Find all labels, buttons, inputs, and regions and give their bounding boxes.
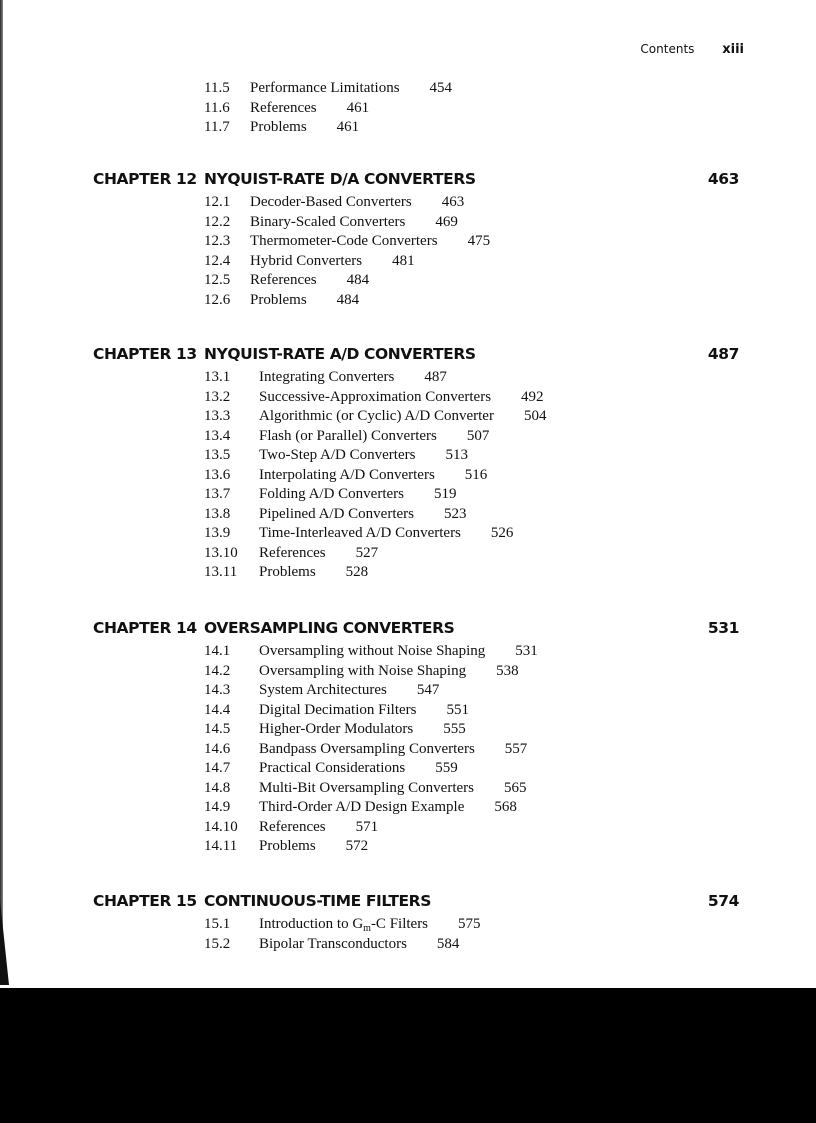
chapter-heading <box>0 892 816 916</box>
running-title: Contents <box>640 42 695 56</box>
toc-section: 13.2 Successive-Approximation Converters 492 <box>204 388 544 405</box>
toc-section: 13.1 Integrating Converters 487 <box>204 369 447 385</box>
toc-section: 12.5 References 484 <box>204 272 370 288</box>
toc-section: 12.6 Problems 484 <box>204 291 360 308</box>
chapter-page: 574 <box>707 892 739 910</box>
chapter-title: NYQUIST-RATE D/A CONVERTERS <box>204 170 476 188</box>
chapter-page: 487 <box>707 345 739 363</box>
toc-section: 14.8 Multi-Bit Oversampling Converters 565 <box>204 779 527 796</box>
toc-section: 13.5 Two-Step A/D Converters 513 <box>204 447 468 463</box>
toc-section: 13.3 Algorithmic (or Cyclic) A/D Converter 504 <box>204 408 547 424</box>
toc-section: 12.1 Decoder-Based Converters 463 <box>204 194 465 210</box>
toc-section: 14.6 Bandpass Oversampling Converters 557 <box>204 740 528 757</box>
toc-section: 14.5 Higher-Order Modulators 555 <box>204 721 466 737</box>
page-header <box>640 42 744 57</box>
toc-section: 12.2 Binary-Scaled Converters 469 <box>204 213 458 230</box>
toc-section: 13.4 Flash (or Parallel) Converters 507 <box>204 427 490 444</box>
toc-section: 14.9 Third-Order A/D Design Example 568 <box>204 799 517 815</box>
toc-section: 15.2 Bipolar Transconductors 584 <box>204 935 460 952</box>
chapter-label: CHAPTER 12 <box>93 170 197 188</box>
chapter-title: CONTINUOUS-TIME FILTERS <box>204 892 431 910</box>
chapter-heading <box>0 345 816 369</box>
page-number: xiii <box>722 42 744 57</box>
toc-section: 13.8 Pipelined A/D Converters 523 <box>204 505 467 522</box>
chapter-11-continued <box>0 80 816 139</box>
toc-section: 13.10 References 527 <box>204 544 379 561</box>
toc-section: 12.3 Thermometer-Code Converters 475 <box>204 233 491 249</box>
chapter-14 <box>0 619 816 858</box>
chapter-page: 531 <box>707 619 739 637</box>
chapter-label: CHAPTER 14 <box>93 619 197 637</box>
toc-section: 14.4 Digital Decimation Filters 551 <box>204 701 469 718</box>
chapter-13 <box>0 345 816 584</box>
toc-section: 11.5 Performance Limitations 454 <box>204 80 453 96</box>
toc-section: 14.3 System Architectures 547 <box>204 682 440 698</box>
chapter-12 <box>0 170 816 311</box>
toc-section: 13.11 Problems 528 <box>204 564 369 580</box>
chapter-page: 463 <box>707 170 739 188</box>
chapter-label: CHAPTER 15 <box>93 892 197 910</box>
chapter-heading <box>0 170 816 194</box>
toc-section: 11.6 References 461 <box>204 99 370 116</box>
toc-section: 14.7 Practical Considerations 559 <box>204 760 458 776</box>
chapter-label: CHAPTER 13 <box>93 345 197 363</box>
toc-section: 14.10 References 571 <box>204 818 379 835</box>
toc-section: 14.11 Problems 572 <box>204 838 369 854</box>
toc-section: 14.1 Oversampling without Noise Shaping 531 <box>204 643 538 659</box>
toc-section: 13.9 Time-Interleaved A/D Converters 526 <box>204 525 514 541</box>
toc-section: 13.7 Folding A/D Converters 519 <box>204 486 457 502</box>
toc-section: 13.6 Interpolating A/D Converters 516 <box>204 466 488 483</box>
toc-section: 14.2 Oversampling with Noise Shaping 538 <box>204 662 519 679</box>
scan-bottom-band <box>0 988 816 1123</box>
chapter-15 <box>0 892 816 955</box>
toc-section: 11.7 Problems 461 <box>204 119 360 135</box>
chapter-title: NYQUIST-RATE A/D CONVERTERS <box>204 345 476 363</box>
chapter-heading <box>0 619 816 643</box>
toc-section: 12.4 Hybrid Converters 481 <box>204 252 415 269</box>
toc-section: 15.1 Introduction to $G_m-C$ Filters 575 <box>204 916 481 934</box>
chapter-title: OVERSAMPLING CONVERTERS <box>204 619 455 637</box>
